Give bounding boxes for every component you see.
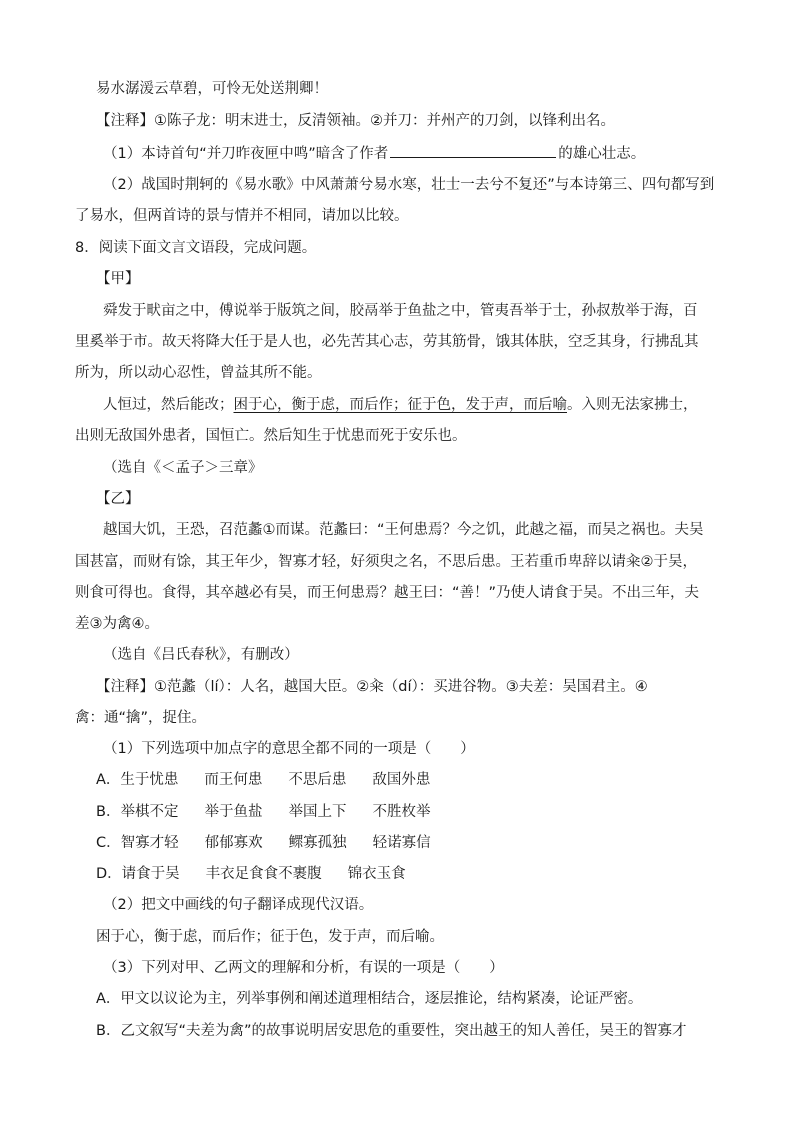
poem-annotation: 【注释】①陈子龙：明末进士，反清领袖。②并刀：并州产的刀剑，以锋利出名。	[96, 113, 615, 129]
option-b[interactable]	[96, 802, 746, 822]
annotation-yi-line1: 【注释】①范蠡（lí）：人名，越国大臣。②籴（dí）：买进谷物。③夫差：吴国君主。④	[96, 679, 648, 695]
option-3b[interactable]: B．乙文叙写“夫差为禽”的故事说明居安思危的重要性，突出越王的知人善任，吴王的智寡才	[96, 1023, 687, 1039]
option-b-1: B．举棋不定	[96, 804, 179, 820]
option-d[interactable]	[96, 864, 746, 884]
section-yi-label: 【乙】	[96, 491, 140, 507]
option-a[interactable]	[96, 770, 746, 790]
option-c-4: 轻诺寡信	[372, 835, 431, 851]
option-d-3: 锦衣玉食	[347, 866, 406, 882]
source-jia: （选自《＜孟子＞三章》	[103, 460, 263, 476]
option-b-4: 不胜枚举	[372, 804, 431, 820]
passage-yi-line4: 差③为禽④。	[75, 616, 159, 632]
option-c[interactable]	[96, 833, 746, 853]
passage-yi-line3: 则食可得也。食得，其卒越必有吴，而王何患焉？越王曰：“善！”乃使人请食于吴。不出三年，夫	[75, 585, 700, 601]
answer-blank[interactable]	[390, 143, 556, 158]
option-d-1: D．请食于吴	[96, 866, 180, 882]
passage-jia-line4-c: 。入则无法家拂士，	[567, 397, 698, 413]
option-c-1: C．智寡才轻	[96, 835, 179, 851]
question-7-2-line1: （2）战国时荆轲的《易水歌》中风萧萧兮易水寒，壮士一去兮不复还”与本诗第三、四句都写到	[103, 177, 715, 193]
passage-jia-line4	[103, 395, 753, 415]
question-8-heading: 8．阅读下面文言文语段，完成问题。	[75, 240, 317, 256]
passage-yi-line1: 越国大饥，王恐，召范蠡①而谋。范蠡曰：“王何患焉？今之饥，此越之福，而吴之祸也。夫吴	[103, 522, 704, 538]
source-yi: （选自《吕氏春秋》，有删改）	[103, 647, 299, 663]
question-7-2-line2: 了易水，但两首诗的景与情并不相同，请加以比较。	[75, 208, 409, 224]
passage-jia-line1: 舜发于畎亩之中，傅说举于版筑之间，胶鬲举于鱼盐之中，管夷吾举于士，孙叔敖举于海，百	[103, 303, 698, 319]
option-c-3: 鳏寡孤独	[288, 835, 347, 851]
option-b-3: 举国上下	[288, 804, 347, 820]
question-8-3: （3）下列对甲、乙两文的理解和分析，有误的一项是（ ）	[103, 960, 504, 976]
section-jia-label: 【甲】	[96, 271, 140, 287]
translation-sentence: 困于心，衡于虑，而后作；征于色，发于声，而后喻。	[96, 929, 444, 945]
passage-jia-line2: 里奚举于市。故天将降大任于是人也，必先苦其心志，劳其筋骨，饿其体肤，空乏其身，行拂乱其	[75, 334, 699, 350]
option-a-1: A．生于忧患	[96, 772, 179, 788]
passage-jia-line4-a: 人恒过，然后能改；	[103, 397, 234, 413]
passage-jia-line5: 出则无敌国外患者，国恒亡。然后知生于忧患而死于安乐也。	[75, 428, 467, 444]
option-3a[interactable]: A．甲文以议论为主，列举事例和阐述道理相结合，逐层推论，结构紧凑，论证严密。	[96, 991, 643, 1007]
option-c-2: 郁郁寡欢	[204, 835, 263, 851]
option-d-2: 丰衣足食食不裹腹	[205, 866, 322, 882]
question-8-1: （1）下列选项中加点字的意思全都不同的一项是（ ）	[103, 741, 475, 757]
option-a-2: 而王何患	[204, 772, 263, 788]
passage-jia-line3: 所为，所以动心忍性，曾益其所不能。	[75, 365, 322, 381]
question-8-2: （2）把文中画线的句子翻译成现代汉语。	[103, 897, 374, 913]
poem-last-line: 易水潺湲云草碧，可怜无处送荆卿！	[96, 81, 328, 97]
option-b-2: 举于鱼盐	[204, 804, 263, 820]
annotation-yi-line2: 禽：通“擒”，捉住。	[75, 710, 207, 726]
question-7-1	[103, 143, 753, 164]
question-7-1-text: （1）本诗首句“并刀昨夜匣中鸣”暗含了作者	[103, 146, 389, 162]
option-a-3: 不思后患	[288, 772, 347, 788]
question-7-1-tail: 的雄心壮志。	[558, 146, 646, 162]
passage-yi-line2: 国甚富，而财有馀，其王年少，智寡才轻，好须臾之名，不思后患。王若重币卑辞以请籴②于吴，	[75, 554, 697, 570]
underlined-sentence: 困于心，衡于虑，而后作；征于色，发于声，而后喻	[233, 397, 567, 413]
option-a-4: 敌国外患	[372, 772, 431, 788]
